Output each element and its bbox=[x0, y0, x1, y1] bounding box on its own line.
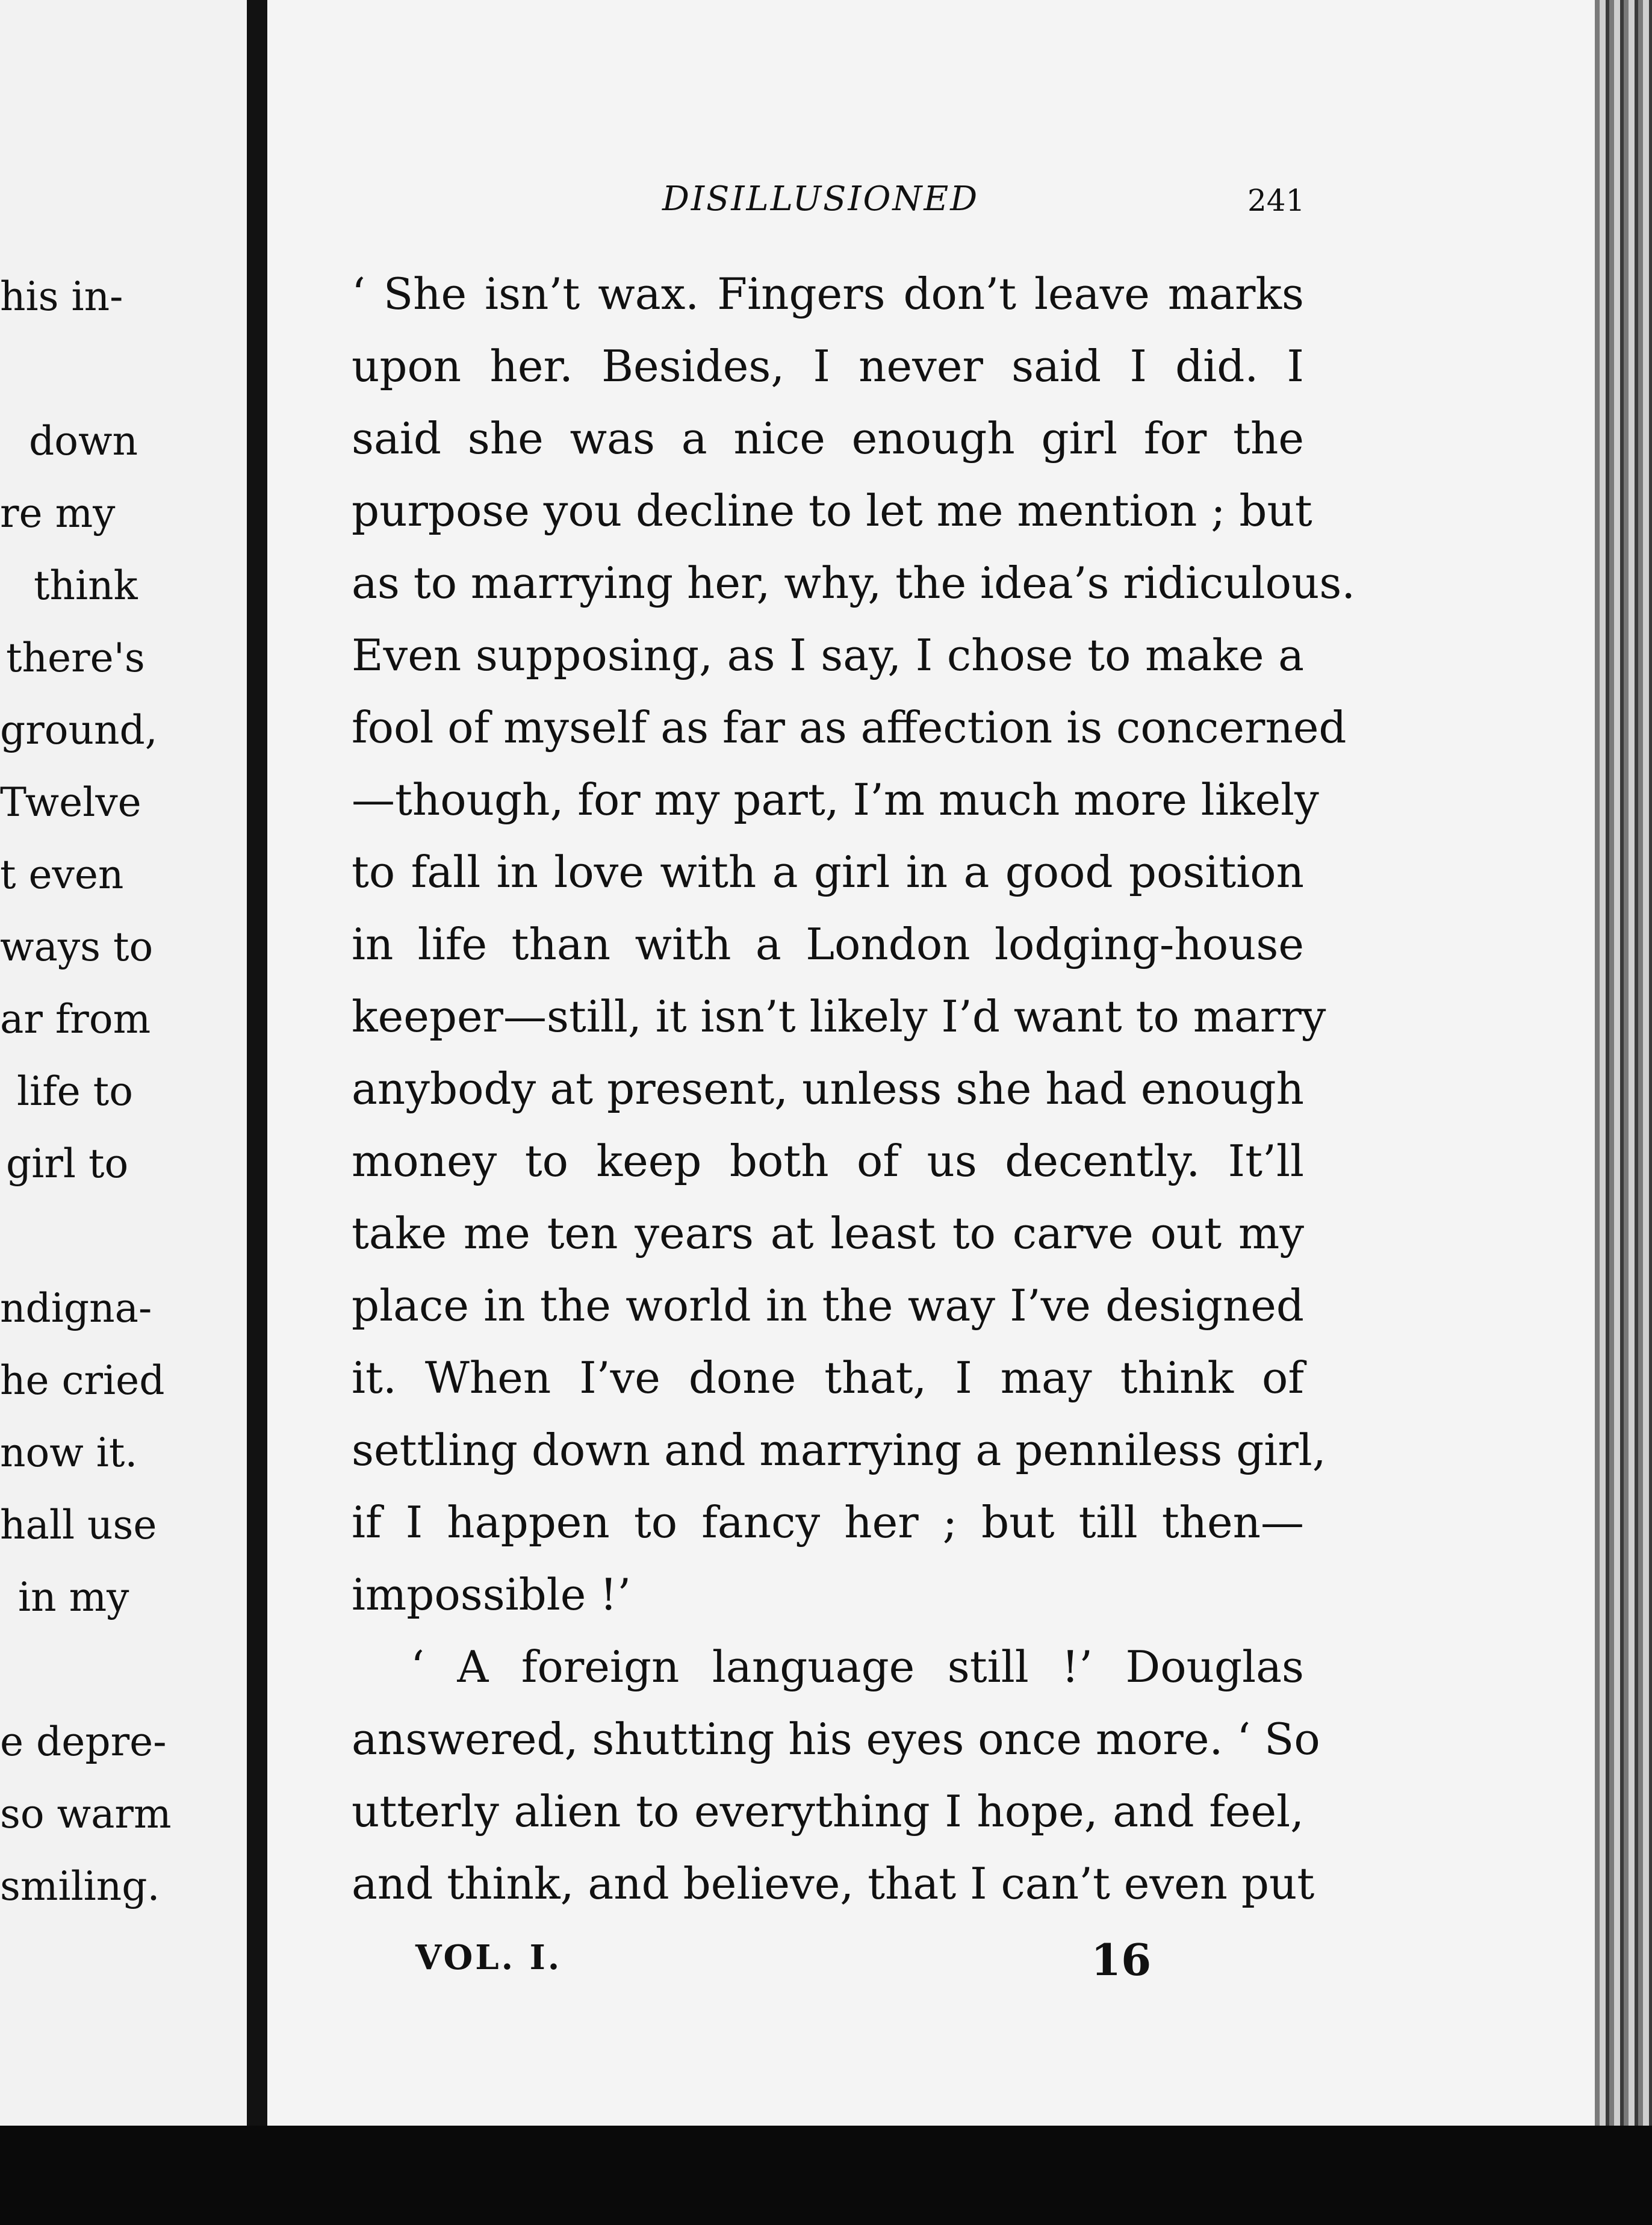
body-text-line: —though, for my part, I’m much more likely bbox=[352, 774, 1319, 825]
body-text-line: in life than with a London lodging-house bbox=[352, 919, 1304, 969]
left-page-line: life to bbox=[17, 1068, 133, 1115]
body-text-line: purpose you decline to let me mention ; but bbox=[352, 485, 1312, 536]
left-page-line: smiling. bbox=[0, 1863, 160, 1909]
left-page-line: so warm bbox=[0, 1791, 172, 1837]
left-page-line: girl to bbox=[6, 1141, 129, 1187]
left-page bbox=[0, 0, 260, 2126]
left-page-line: he cried bbox=[0, 1357, 165, 1404]
volume-signature: VOL. I. bbox=[415, 1938, 562, 1978]
left-page-line: now it. bbox=[0, 1430, 138, 1476]
body-text-line: anybody at present, unless she had enough bbox=[352, 1063, 1304, 1114]
body-text-line: said she was a nice enough girl for the bbox=[352, 413, 1304, 464]
body-text-line: take me ten years at least to carve out my bbox=[352, 1208, 1304, 1259]
body-text-line: as to marrying her, why, the idea’s ridiculous. bbox=[352, 558, 1356, 608]
left-page-line: in my bbox=[18, 1574, 129, 1620]
running-head: DISILLUSIONED bbox=[662, 179, 980, 219]
body-text-line: keeper—still, it isn’t likely I’d want to marry bbox=[352, 991, 1326, 1042]
body-text-line: place in the world in the way I’ve designed bbox=[352, 1280, 1304, 1331]
left-page-line: his in- bbox=[0, 273, 123, 320]
body-text-line: upon her. Besides, I never said I did. I bbox=[352, 341, 1304, 391]
body-text-line: ‘ A foreign language still !’ Douglas bbox=[411, 1642, 1304, 1692]
left-page-line: re my bbox=[0, 490, 116, 537]
left-page-line: think bbox=[34, 562, 138, 609]
body-text-line: it. When I’ve done that, I may think of bbox=[352, 1352, 1304, 1403]
body-text-line: fool of myself as far as affection is concerned bbox=[352, 702, 1347, 753]
left-page-line: ground, bbox=[0, 707, 158, 753]
left-page-line: ndigna- bbox=[0, 1285, 152, 1331]
book-gutter bbox=[247, 0, 267, 2144]
body-text-line: and think, and believe, that I can’t even put bbox=[352, 1858, 1315, 1909]
page-edges bbox=[1595, 0, 1652, 2144]
left-page-line: ar from bbox=[0, 996, 151, 1042]
left-page-line: there's bbox=[6, 635, 145, 681]
left-page-line: hall use bbox=[0, 1502, 157, 1548]
body-text-line: impossible !’ bbox=[352, 1569, 632, 1620]
left-page-line: t even bbox=[0, 851, 124, 898]
body-text-line: utterly alien to everything I hope, and feel, bbox=[352, 1786, 1304, 1837]
bottom-shadow bbox=[0, 2126, 1652, 2225]
left-page-line: e depre- bbox=[0, 1719, 167, 1765]
signature-number: 16 bbox=[1091, 1934, 1152, 1985]
body-text-line: if I happen to fancy her ; but till then— bbox=[352, 1497, 1304, 1548]
folio-number: 241 bbox=[1247, 183, 1305, 218]
left-page-line: down bbox=[29, 418, 138, 464]
body-text-line: to fall in love with a girl in a good position bbox=[352, 847, 1304, 897]
body-text-line: Even supposing, as I say, I chose to make a bbox=[352, 630, 1304, 680]
left-page-line: ways to bbox=[0, 924, 154, 970]
body-text-line: answered, shutting his eyes once more. ‘ So bbox=[352, 1714, 1320, 1764]
body-text-line: money to keep both of us decently. It’ll bbox=[352, 1136, 1304, 1186]
body-text-line: settling down and marrying a penniless girl, bbox=[352, 1425, 1326, 1475]
body-text-line: ‘ She isn’t wax. Fingers don’t leave marks bbox=[352, 269, 1304, 319]
left-page-line: Twelve bbox=[0, 779, 141, 826]
